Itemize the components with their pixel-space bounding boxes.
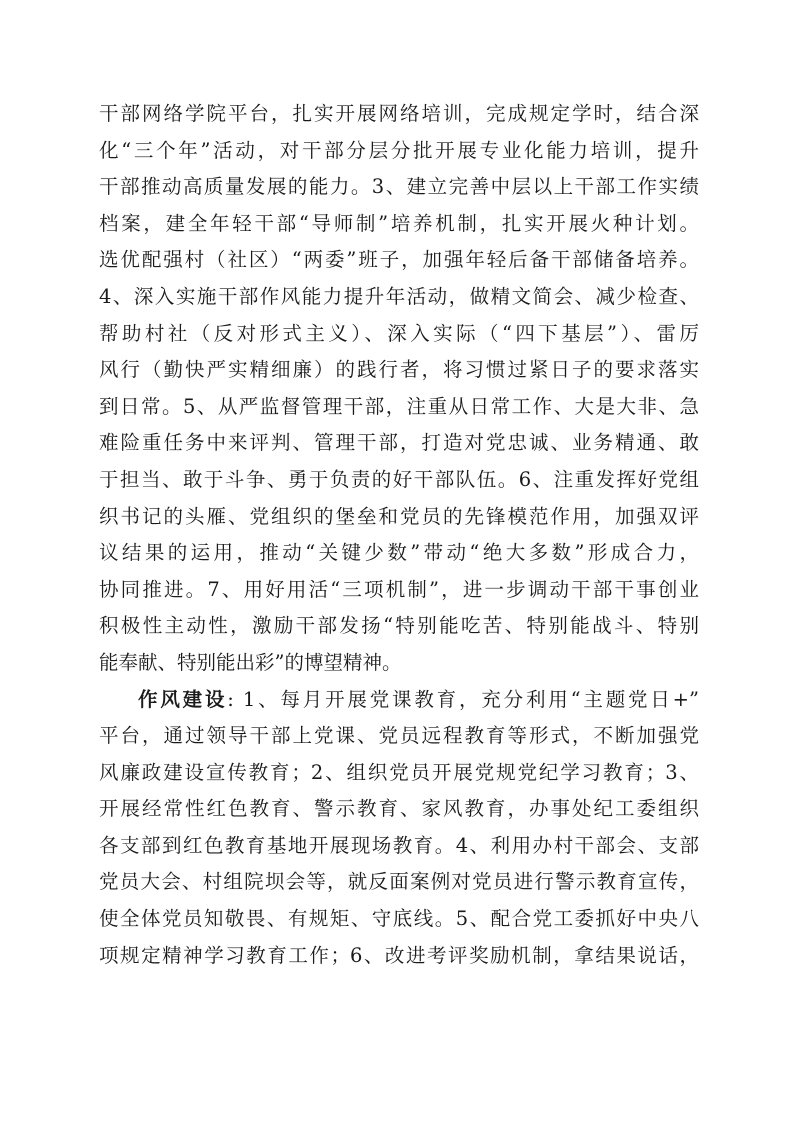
paragraph-work-style (99, 682, 699, 975)
text-line: 协同推进。7、用好用活“三项机制”，进一步调动干部干事创业 (99, 577, 699, 601)
section-heading: 作风建设 (138, 687, 228, 711)
text-line: 选优配强村（社区）“两委”班子，加强年轻后备干部储备培养。 (99, 248, 699, 272)
paragraph-cadre-training (99, 96, 699, 682)
text-line: 化“三个年”活动，对干部分层分批开展专业化能力培训，提升 (99, 138, 699, 162)
document-body (99, 96, 699, 974)
text-line: 干部网络学院平台，扎实开展网络培训，完成规定学时，结合深 (99, 102, 699, 125)
text-line: 于担当、敢于斗争、勇于负责的好干部队伍。6、注重发挥好党组 (99, 467, 699, 491)
text-line: 风廉政建设宣传教育；2、组织党员开展党规党纪学习教育；3、 (99, 760, 699, 784)
text-line: 能奉献、特别能出彩”的博望精神。 (99, 650, 402, 674)
text-line: 平台，通过领导干部上党课、党员远程教育等形式，不断加强党 (99, 724, 699, 748)
text-line: 档案，建全年轻干部“导师制”培养机制，扎实开展火种计划。 (99, 211, 699, 235)
text-line: 党员大会、村组院坝会等，就反面案例对党员进行警示教育宣传， (99, 870, 699, 894)
text-line: 帮助村社（反对形式主义）、深入实际（“四下基层”）、雷厉 (99, 321, 699, 345)
text-line: 织书记的头雁、党组织的堡垒和党员的先锋模范作用，加强双评 (99, 504, 699, 528)
text-line: 到日常。5、从严监督管理干部，注重从日常工作、大是大非、急 (99, 394, 699, 418)
text-line: 干部推动高质量发展的能力。3、建立完善中层以上干部工作实绩 (99, 175, 699, 199)
text-line: 议结果的运用，推动“关键少数”带动“绝大多数”形成合力， (99, 541, 699, 565)
text-line: 项规定精神学习教育工作；6、改进考评奖励机制，拿结果说话， (99, 943, 699, 967)
section-heading-rest: : 1、每月开展党课教育，充分利用“主题党日+” (227, 687, 699, 711)
text-line (99, 682, 699, 719)
text-line: 开展经常性红色教育、警示教育、家风教育，办事处纪工委组织 (99, 797, 699, 821)
text-line: 积极性主动性，激励干部发扬“特别能吃苦、特别能战斗、特别 (99, 614, 699, 638)
text-line: 4、深入实施干部作风能力提升年活动，做精文简会、减少检查、 (99, 284, 699, 308)
text-line: 各支部到红色教育基地开展现场教育。4、利用办村干部会、支部 (99, 833, 699, 857)
text-line: 难险重任务中来评判、管理干部，打造对党忠诚、业务精通、敢 (99, 431, 699, 455)
text-line: 风行（勤快严实精细廉）的践行者，将习惯过紧日子的要求落实 (99, 358, 699, 382)
text-line: 使全体党员知敬畏、有规矩、守底线。5、配合党工委抓好中央八 (99, 907, 699, 931)
